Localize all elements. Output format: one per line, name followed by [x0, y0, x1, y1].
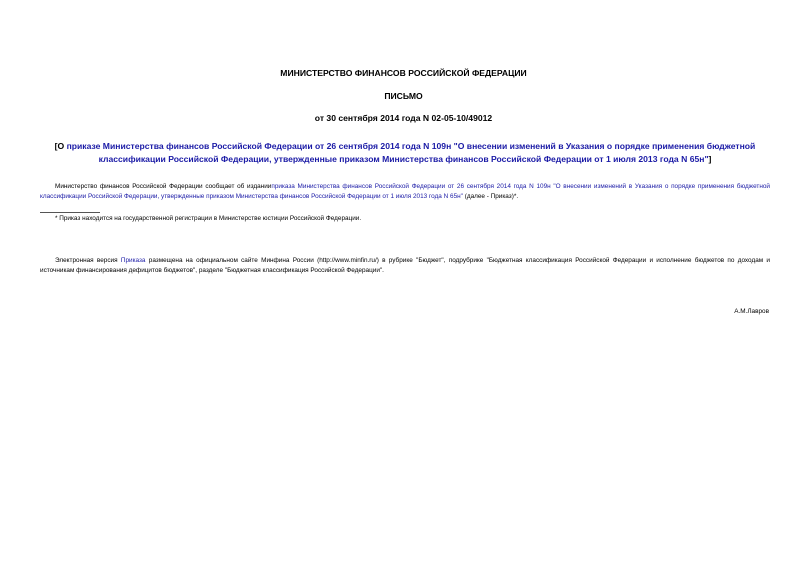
document-type-heading: ПИСЬМО	[384, 91, 423, 101]
title-close-bracket: ]	[708, 154, 712, 164]
document-title	[40, 140, 770, 166]
signature: А.М.Лавров	[734, 308, 769, 315]
title-order-link[interactable]: приказе Министерства финансов Российской Федерации от 26 сентября 2014 года N 109н "О внесении изменений в Указания о порядке применения бюджетной классификации Российской Федерации, утвержденные приказом Министерства финансов Российской Федерации от 1 июля 2013 года N 65н"	[66, 141, 756, 164]
footnote-divider	[40, 212, 100, 213]
footnote: * Приказ находится на государственной регистрации в Министерстве юстиции Российской Федерации.	[55, 215, 362, 222]
intro-paragraph	[40, 182, 770, 202]
electronic-version-paragraph	[40, 256, 770, 276]
electronic-suffix: размещена на официальном сайте Минфина России (http://www.minfin.ru/) в рубрике "Бюджет", подрубрике "Бюджетная классификация Российской Федерации и исполнение бюджетов по доходам и источникам финансирования дефицитов бюджетов", разделе "Бюджетная классификация Российской Федерации".	[40, 257, 770, 274]
electronic-order-link[interactable]: Приказа	[120, 257, 146, 264]
document-date-number: от 30 сентября 2014 года N 02-05-10/49012	[314, 113, 493, 123]
title-open-bracket: [О	[54, 141, 67, 151]
ministry-heading: МИНИСТЕРСТВО ФИНАНСОВ РОССИЙСКОЙ ФЕДЕРАЦИИ	[280, 68, 527, 78]
intro-suffix: (далее - Приказ)*.	[462, 193, 519, 200]
intro-prefix: Министерство финансов Российской Федерации сообщает об издании	[55, 183, 272, 190]
intro-order-link[interactable]: приказа Министерства финансов Российской Федерации от 26 сентября 2014 года N 109н "О внесении изменений в Указания о порядке применения бюджетной классификации Российской Федерации, утвержденные приказом Министерства финансов Российской Федерации от 1 июля 2013 года N 65н"	[40, 183, 770, 200]
electronic-prefix: Электронная версия	[55, 257, 121, 264]
